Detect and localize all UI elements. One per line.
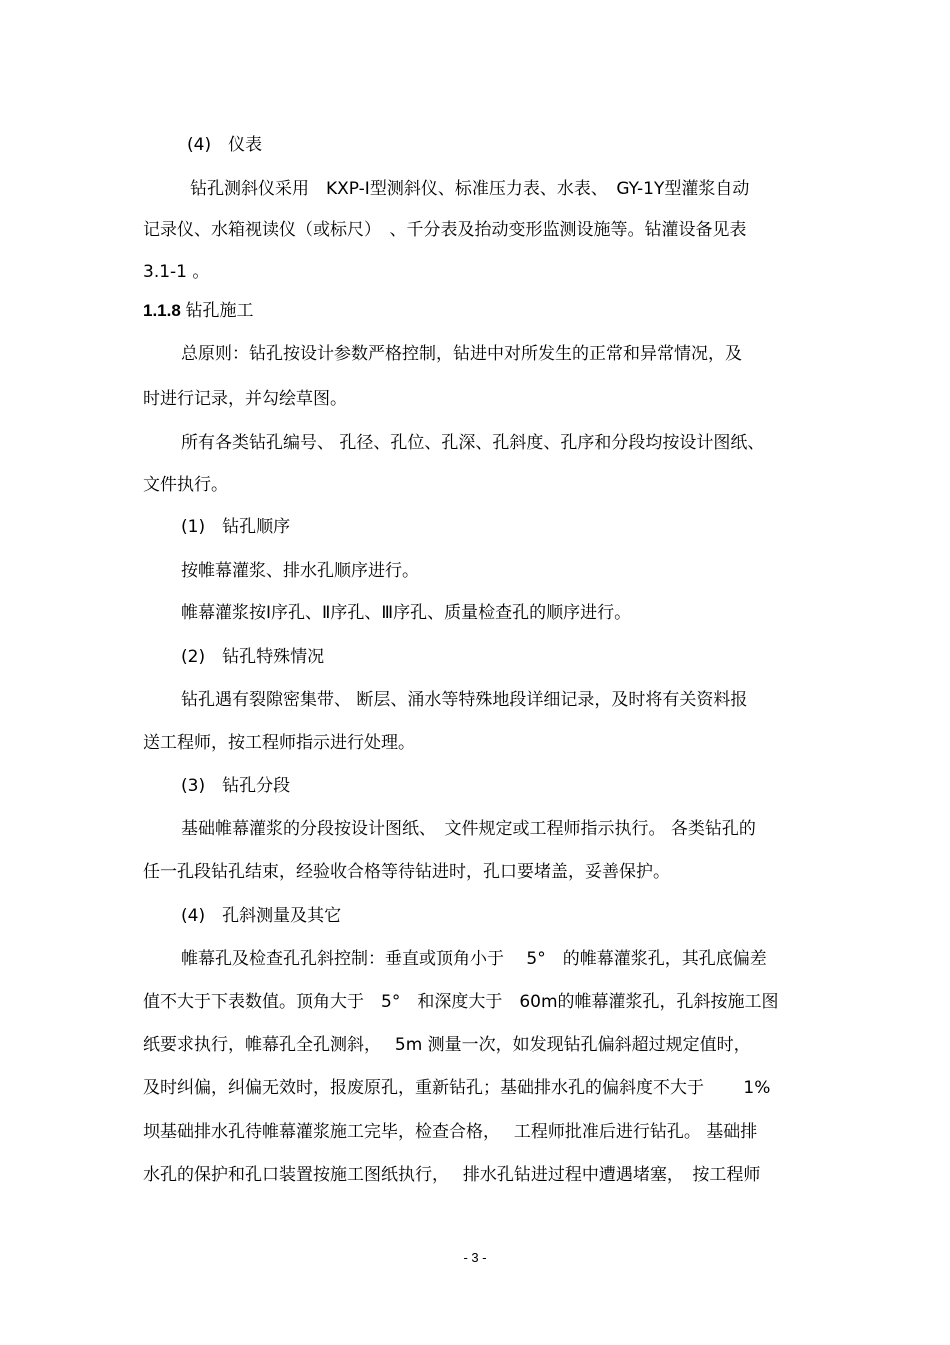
item-4-line-4: 及时纠偏，纠偏无效时，报废原孔，重新钻孔；基础排水孔的偏斜度不大于 1%	[143, 1078, 771, 1098]
section-title: 钻孔施工	[185, 301, 254, 320]
item-3-line-1: 基础帷幕灌浆的分段按设计图纸、 文件规定或工程师指示执行。 各类钻孔的	[181, 819, 756, 839]
section-heading-1-1-8	[143, 300, 254, 322]
item-1-line-2: 帷幕灌浆按Ⅰ序孔、Ⅱ序孔、Ⅲ序孔、质量检查孔的顺序进行。	[181, 603, 632, 623]
all-holes-paragraph-line-2: 文件执行。	[143, 475, 228, 495]
item-2-line-2: 送工程师，按工程师指示进行处理。	[143, 733, 415, 753]
section-number: 1.1.8	[143, 301, 181, 320]
item-4-line-3: 纸要求执行，帷幕孔全孔测斜， 5m 测量一次，如发现钻孔偏斜超过规定值时，	[143, 1035, 751, 1055]
page-number: - 3 -	[463, 1250, 487, 1265]
all-holes-paragraph-line-1: 所有各类钻孔编号、 孔径、孔位、孔深、孔斜度、孔序和分段均按设计图纸、	[181, 433, 765, 453]
item-2-line-1: 钻孔遇有裂隙密集带、 断层、涌水等特殊地段详细记录，及时将有关资料报	[181, 690, 748, 710]
item-3-segmentation-heading: (3) 钻孔分段	[181, 776, 291, 796]
item-4-line-1: 帷幕孔及检查孔孔斜控制：垂直或顶角小于 5° 的帷幕灌浆孔，其孔底偏差	[181, 949, 767, 969]
item-4-line-2: 值不大于下表数值。顶角大于 5° 和深度大于 60m的帷幕灌浆孔，孔斜按施工图	[143, 992, 779, 1012]
instruments-paragraph-line-3: 3.1-1 。	[143, 262, 210, 282]
item-2-special-cases-heading: (2) 钻孔特殊情况	[181, 647, 325, 667]
principle-paragraph-line-1: 总原则：钻孔按设计参数严格控制，钻进中对所发生的正常和异常情况，及	[181, 344, 742, 364]
instruments-paragraph-line-1: 钻孔测斜仪采用 KXP-Ⅰ型测斜仪、标准压力表、水表、 GY-1Y型灌浆自动	[190, 179, 750, 199]
item-1-line-1: 按帷幕灌浆、排水孔顺序进行。	[181, 561, 419, 581]
item-3-line-2: 任一孔段钻孔结束，经验收合格等待钻进时，孔口要堵盖，妥善保护。	[143, 862, 670, 882]
principle-paragraph-line-2: 时进行记录，并勾绘草图。	[143, 389, 347, 409]
item-1-drilling-order-heading: (1) 钻孔顺序	[181, 517, 291, 537]
item-4-instruments-heading: (4) 仪表	[187, 135, 263, 155]
item-4-inclination-heading: (4) 孔斜测量及其它	[181, 906, 342, 926]
item-4-line-5: 坝基础排水孔待帷幕灌浆施工完毕，检查合格， 工程师批准后进行钻孔。 基础排	[143, 1122, 758, 1142]
instruments-paragraph-line-2: 记录仪、水箱视读仪（或标尺） 、千分表及抬动变形监测设施等。钻灌设备见表	[143, 220, 747, 240]
item-4-line-6: 水孔的保护和孔口装置按施工图纸执行， 排水孔钻进过程中遭遇堵塞， 按工程师	[143, 1165, 761, 1185]
